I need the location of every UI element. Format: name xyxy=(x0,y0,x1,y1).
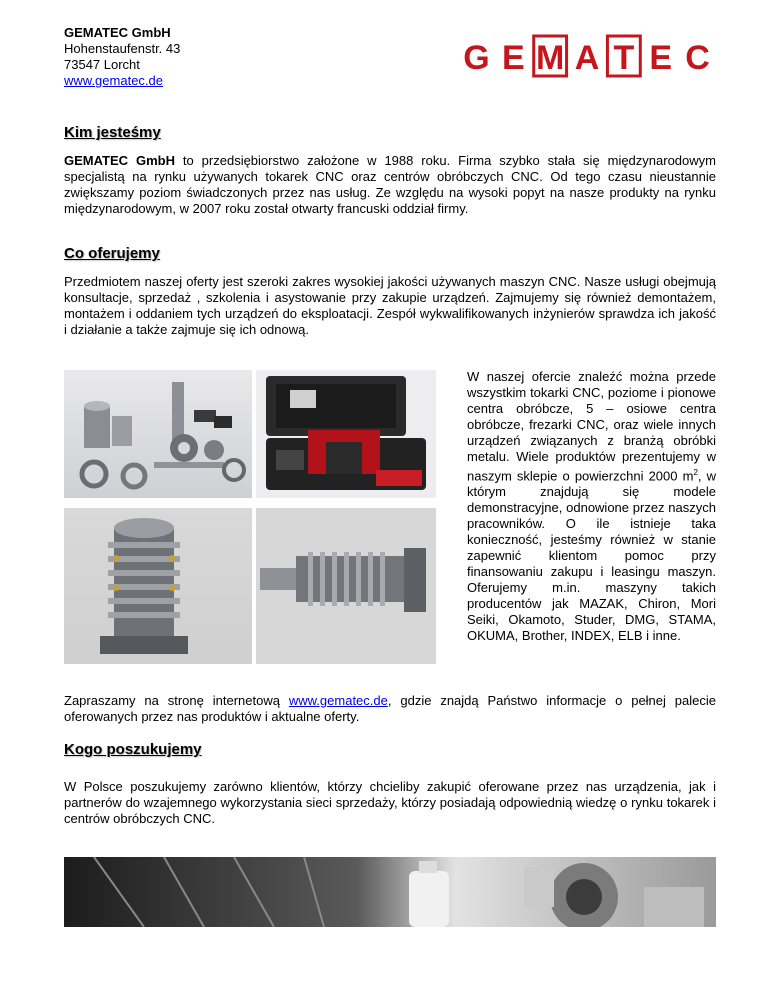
logo-letter: T xyxy=(613,39,635,77)
about-text: to przedsiębiorstwo założone w 1988 roku. Firma szybko stała się międzynarodowym specjalistą na rynku używanych tokarek CNC oraz centrów obróbczych CNC. Od tego czasu nieustannie zwiększamy poziom świadczonych przez nas usług. Ze względu na wysoki popyt na nasze produkty na rynku międzynarodowym, w 2007 roku został otwarty francuski oddział firmy. xyxy=(64,153,716,216)
photo-spindle-vertical xyxy=(64,508,252,664)
photo-spindle-horizontal xyxy=(256,508,436,664)
logo-letter: E xyxy=(501,39,525,77)
superscript-2: 2 xyxy=(693,468,698,477)
logo-letter: C xyxy=(685,39,710,77)
website-link[interactable]: www.gematec.de xyxy=(64,73,163,88)
logo-letter: A xyxy=(574,39,600,77)
logo-letter: E xyxy=(649,39,673,77)
gematec-logo xyxy=(458,34,716,78)
city: 73547 Lorcht xyxy=(64,57,140,72)
offer-paragraph: Przedmiotem naszej oferty jest szeroki zakres wysokiej jakości używanych maszyn CNC. Nasze usługi obejmują konsultacje, sprzedaż , szkolenia i asystowanie przy zakupie urządzeń. Zajmujemy się również demontażem, montażem i oddaniem tych urządzeń do eksploatacji. Zespół wykwalifikowanych inżynierów sprawdza ich jakość i działanie a także zajmuje się ich odnową. xyxy=(64,274,716,337)
seeking-paragraph: W Polsce poszukujemy zarówno klientów, którzy chcieliby zakupić oferowane przez nas urządzenia, jak i partnerów do wzajemnego wykorzystania sieci sprzedaży, którzy posiadają odpowiednią wiedzę o rynku tokarek i centrów obróbczych CNC. xyxy=(64,779,716,826)
banner-image xyxy=(64,857,716,927)
logo-letter: M xyxy=(535,39,565,77)
street: Hohenstaufenstr. 43 xyxy=(64,41,181,56)
offer-side-paragraph xyxy=(467,369,716,644)
invite-text-a: Zapraszamy na stronę internetową xyxy=(64,693,289,708)
company-address xyxy=(64,25,180,89)
heading-about: Kim jesteśmy xyxy=(64,124,161,141)
photo-tool-case xyxy=(256,370,436,498)
about-paragraph xyxy=(64,153,716,217)
company-name: GEMATEC GmbH xyxy=(64,25,171,40)
invite-paragraph xyxy=(64,693,716,725)
side-text-b: , w którym znajdują się modele demonstracyjne, odnowione przez naszych pracowników. O ile istnieje taka konieczność, jesteśmy również w stanie zapewnić klientom pomoc przy finansowaniu zakupu i leasingu maszyn. Oferujemy m.in. maszyny takich producentów jak MAZAK, Chiron, Mori Seiki, Okamoto, Studer, DMG, STAMA, OKUMA, Brother, INDEX, ELB i inne. xyxy=(467,468,716,644)
about-lead-bold: GEMATEC GmbH xyxy=(64,153,175,168)
side-text-a: W naszej ofercie znaleźć można przede wszystkim tokarki CNC, poziome i pionowe centra obróbcze, 5 – osiowe centra obróbcze, frezarki CNC, oraz wiele innych urządzeń związanych z branżą obróbki metalu. Wiele produktów prezentujemy w naszym sklepie o powierzchni 2000 m xyxy=(467,369,716,484)
website-link-inline[interactable]: www.gematec.de xyxy=(288,693,388,708)
heading-offer: Co oferujemy xyxy=(64,245,160,262)
invite-text-b: , gdzie znajdą Państwo informacje o pełnej palecie oferowanych przez nas produktów i aktualne oferty. xyxy=(64,693,716,724)
heading-seeking: Kogo poszukujemy xyxy=(64,741,202,758)
logo-letter: G xyxy=(463,39,490,77)
photo-spindle-parts xyxy=(64,370,252,498)
